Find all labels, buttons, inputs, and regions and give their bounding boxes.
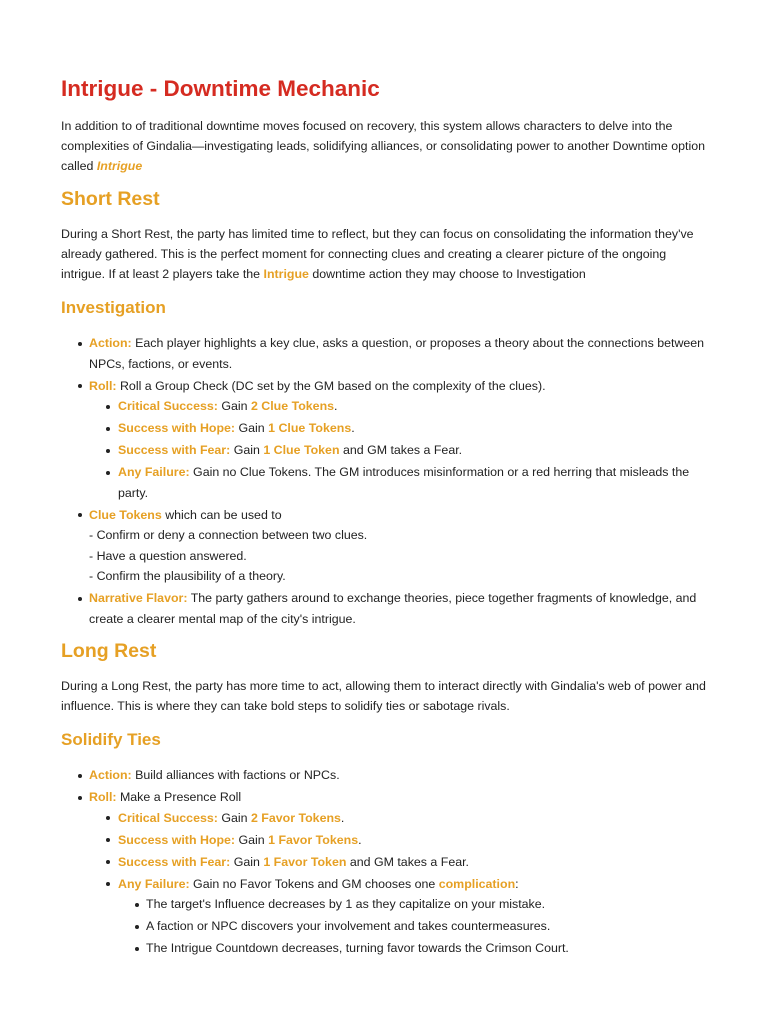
investigation-heading: Investigation xyxy=(61,298,166,317)
outcome-text: . xyxy=(340,810,345,825)
outcome-label: Success with Fear: xyxy=(118,443,231,457)
roll-text: Make a Presence Roll xyxy=(116,790,242,804)
roll-text: Roll a Group Check (DC set by the GM based on the complexity of the clues). xyxy=(116,378,546,393)
short-rest-text: During a Short Rest, the party has limited time to reflect, but they can focus on consolidating the information they've already gathered. This is the perfect moment for connecting clues and creating a clearer picture of the ongoing intrigue. If at least 2 players take the xyxy=(61,227,694,281)
short-rest-heading: Short Rest xyxy=(61,188,160,210)
action-label: Action: xyxy=(89,768,132,782)
complications-list xyxy=(118,894,711,959)
solidify-ties-list xyxy=(61,765,711,960)
token-label: 1 Favor Tokens xyxy=(268,832,359,847)
outcome-text: Gain no Favor Tokens and GM chooses one xyxy=(189,876,439,891)
outcome-label: Any Failure: xyxy=(118,465,190,479)
action-text: Build alliances with factions or NPCs. xyxy=(131,768,340,782)
intro-highlight: Intrigue xyxy=(96,159,143,173)
list-item xyxy=(61,333,711,374)
outcome-label: Success with Hope: xyxy=(118,832,236,847)
outcome-text: and GM takes a Fear. xyxy=(346,854,469,869)
list-item xyxy=(61,505,711,587)
token-label: 1 Clue Tokens xyxy=(268,421,352,435)
flavor-text: The party gathers around to exchange theories, piece together fragments of knowledge, and create a clearer mental map of the city's intrigue. xyxy=(89,591,697,626)
list-item xyxy=(89,808,711,829)
list-item xyxy=(89,462,711,503)
outcome-text: . xyxy=(351,421,355,435)
roll-label: Roll: xyxy=(89,378,117,393)
outcome-text: Gain xyxy=(217,810,251,825)
page-title: Intrigue - Downtime Mechanic xyxy=(61,76,380,101)
outcome-text: Gain xyxy=(217,399,251,413)
long-rest-heading: Long Rest xyxy=(61,640,157,662)
outcome-text: Gain xyxy=(230,854,264,869)
list-item xyxy=(89,396,711,417)
outcome-text: and GM takes a Fear. xyxy=(339,443,463,457)
list-item xyxy=(89,418,711,439)
list-item: The target's Influence decreases by 1 as they capitalize on your mistake. xyxy=(118,894,711,915)
outcome-text: Gain xyxy=(235,421,269,435)
outcome-text: Gain xyxy=(235,832,269,847)
solidify-ties-heading: Solidify Ties xyxy=(61,730,161,749)
token-use-line: - Have a question answered. xyxy=(89,548,247,563)
list-item: The Intrigue Countdown decreases, turning favor towards the Crimson Court. xyxy=(118,938,711,959)
outcome-label: Critical Success: xyxy=(118,810,218,825)
outcome-label: Success with Hope: xyxy=(118,421,236,435)
list-item xyxy=(61,376,711,504)
token-label: 2 Clue Tokens xyxy=(250,399,335,413)
outcome-label: Any Failure: xyxy=(118,876,190,891)
list-item xyxy=(89,852,711,873)
outcome-label: Success with Fear: xyxy=(118,854,231,869)
investigation-list xyxy=(61,333,711,631)
list-item: A faction or NPC discovers your involvement and takes countermeasures. xyxy=(118,916,711,937)
roll-label: Roll: xyxy=(89,790,117,804)
clue-tokens-label: Clue Tokens xyxy=(89,507,162,522)
token-use-line: - Confirm or deny a connection between two clues. xyxy=(89,528,368,542)
short-rest-text-end: downtime action they may choose to Investigation xyxy=(308,267,586,281)
short-rest-highlight: Intrigue xyxy=(263,267,309,281)
intro-text: In addition to of traditional downtime moves focused on recovery, this system allows characters to delve into the complexities of Gindalia—investigating leads, solidifying alliances, or consolidating power to another Downtime option called xyxy=(61,119,705,173)
outcome-text: Gain xyxy=(230,443,264,457)
list-item xyxy=(61,787,711,959)
long-rest-paragraph: During a Long Rest, the party has more time to act, allowing them to interact directly with Gindalia's web of power and influence. This is where they can take bold steps to solidify ties or sabotage rivals. xyxy=(61,679,706,713)
action-label: Action: xyxy=(89,336,132,350)
list-item xyxy=(61,765,711,786)
list-item xyxy=(89,874,711,959)
short-rest-paragraph xyxy=(61,224,711,284)
token-label: 1 Favor Token xyxy=(263,854,347,869)
outcome-text: : xyxy=(515,876,519,891)
action-text: Each player highlights a key clue, asks a question, or proposes a theory about the connections between NPCs, factions, or events. xyxy=(89,336,705,371)
list-item xyxy=(61,588,711,629)
list-item xyxy=(89,830,711,851)
roll-outcomes-list xyxy=(89,396,711,503)
intro-paragraph xyxy=(61,116,711,176)
outcome-text: . xyxy=(358,832,362,847)
complication-label: complication xyxy=(438,876,516,891)
list-item xyxy=(89,440,711,461)
outcome-label: Critical Success: xyxy=(118,399,218,413)
token-label: 2 Favor Tokens xyxy=(250,810,341,825)
token-label: 1 Clue Token xyxy=(263,443,340,457)
roll-outcomes-list xyxy=(89,808,711,959)
outcome-text: Gain no Clue Tokens. The GM introduces misinformation or a red herring that misleads the party. xyxy=(118,465,690,500)
clue-tokens-text: which can be used to xyxy=(161,507,282,522)
outcome-text: . xyxy=(334,399,338,413)
token-use-line: - Confirm the plausibility of a theory. xyxy=(89,569,286,583)
flavor-label: Narrative Flavor: xyxy=(89,591,188,605)
